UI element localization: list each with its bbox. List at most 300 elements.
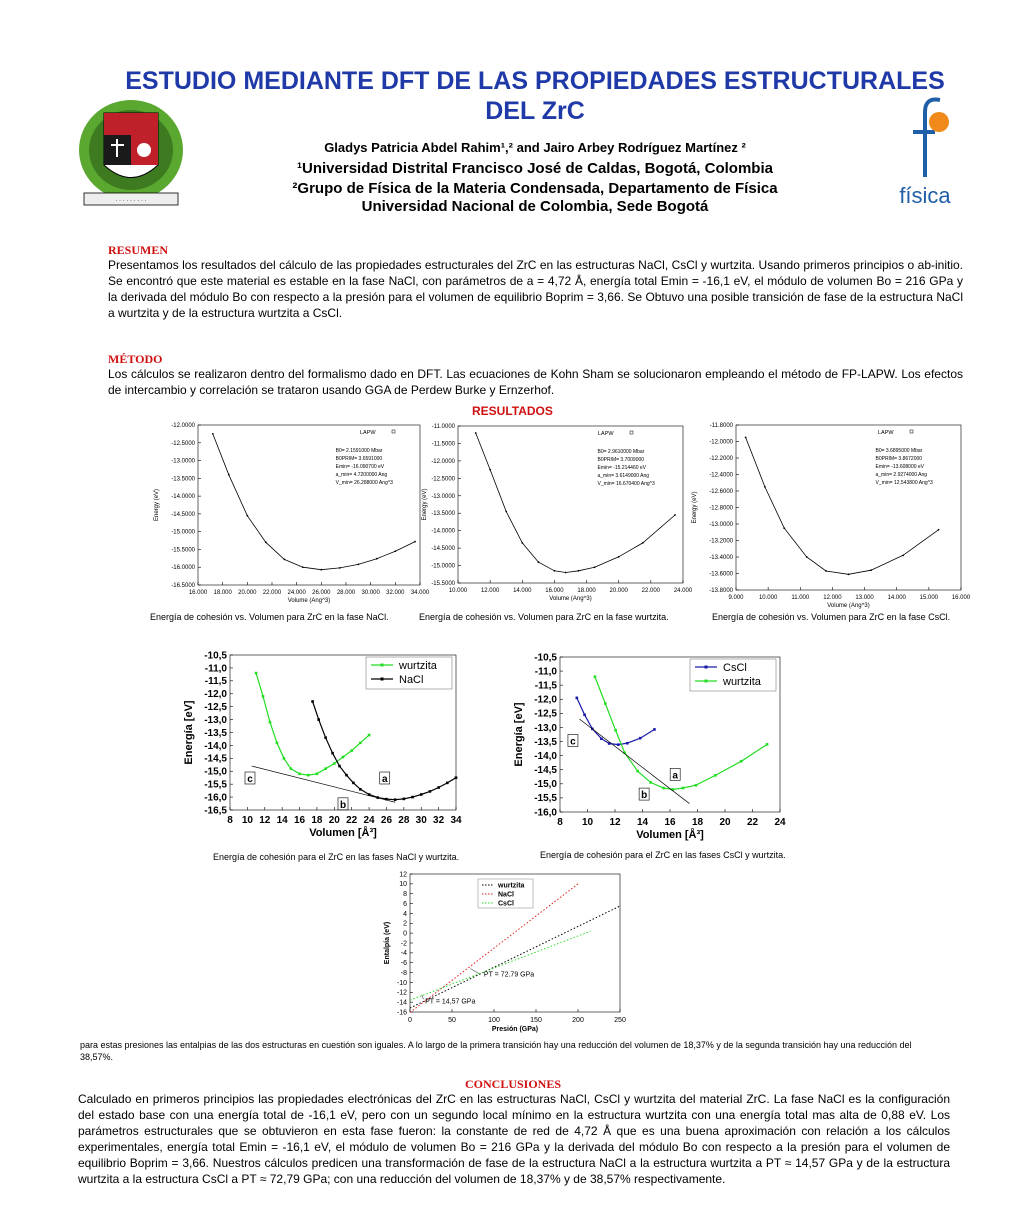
- data-point: [600, 737, 603, 740]
- data-point: [357, 563, 359, 565]
- y-tick-label: -12,0: [534, 694, 557, 706]
- y-tick-label: -13.8000: [709, 588, 733, 594]
- data-point: [626, 742, 629, 745]
- y-tick-label: -16,5: [204, 805, 227, 817]
- params-text: B0PRIM= 3.8672000: [875, 456, 923, 462]
- data-point: [437, 786, 440, 789]
- data-point: [695, 784, 698, 787]
- x-tick-label: 18.000: [213, 590, 232, 596]
- data-point: [283, 757, 286, 760]
- data-point: [255, 672, 258, 675]
- y-tick-label: -13,5: [534, 736, 557, 748]
- data-point: [455, 776, 458, 779]
- chart-entalpia: [380, 870, 630, 1035]
- x-tick-label: 250: [614, 1017, 626, 1024]
- affiliation-1: ¹Universidad Distrital Francisco José de Caldas, Bogotá, Colombia: [297, 160, 773, 177]
- plot-frame: [198, 425, 420, 585]
- legend-label: wurtzita: [723, 676, 761, 688]
- data-point: [228, 474, 230, 476]
- y-tick-label: -15.0000: [431, 563, 455, 570]
- point-label-b: b: [641, 790, 648, 802]
- data-point: [283, 559, 285, 561]
- caption-cscl-wurtzita: Energía de cohesión para el ZrC en las fases CsCl y wurtzita.: [540, 850, 786, 860]
- data-point: [576, 697, 579, 700]
- data-point: [521, 542, 523, 544]
- legend-marker: [381, 664, 384, 667]
- x-tick-label: 30: [415, 815, 427, 826]
- data-point: [411, 796, 414, 799]
- data-point: [764, 486, 766, 488]
- legend-label: NaCl: [399, 674, 424, 686]
- params-text: V_min= 26.288000 Ang^3: [335, 480, 393, 486]
- data-point: [352, 782, 355, 785]
- params-text: Emin= -13.608000 eV: [875, 464, 925, 470]
- x-axis-label: Volumen [Å³]: [636, 829, 704, 841]
- legend-label: NaCl: [498, 891, 514, 899]
- plot-frame: [410, 874, 620, 1012]
- params-text: B0= 2.9610000 Mbar: [597, 449, 645, 455]
- y-tick-label: 4: [403, 910, 407, 918]
- data-point: [414, 541, 416, 543]
- y-tick-label: -16.0000: [171, 565, 195, 572]
- plot-frame: [736, 425, 961, 590]
- data-point: [359, 788, 362, 791]
- data-point: [537, 561, 539, 563]
- x-tick-label: 0: [408, 1017, 412, 1024]
- params-text: a_min= 2.9274000 Ang: [875, 472, 928, 478]
- transition-label-1: PT = 14,57 GPa: [425, 998, 476, 1006]
- y-tick-label: -14.5000: [171, 511, 195, 518]
- chart-cscl-lapw: [688, 415, 971, 610]
- x-tick-label: 32.000: [386, 590, 405, 596]
- y-tick-label: -13.0000: [431, 493, 455, 500]
- x-tick-label: 16: [293, 815, 306, 826]
- x-tick-label: 28: [398, 815, 410, 826]
- series-line-nacl: [410, 884, 578, 1013]
- y-tick-label: -6: [400, 960, 407, 968]
- point-label-a: a: [381, 774, 388, 785]
- fisica-logo-text: física: [899, 183, 951, 208]
- legend-label: wurtzita: [498, 882, 525, 890]
- data-point: [674, 514, 676, 516]
- series-line-wurtzita: [595, 677, 767, 790]
- data-point: [902, 554, 904, 556]
- x-tick-label: 20: [328, 815, 340, 826]
- data-point: [368, 734, 371, 737]
- x-tick-label: 14: [636, 817, 649, 828]
- x-tick-label: 18.000: [577, 588, 596, 594]
- transition-note: para estas presiones las entalpias de las dos estructuras en cuestión son iguales. A lo largo de la primera transición hay una reducción del volumen de 18,37% y de la segunda transición hay una reducción del 38,57%.: [80, 1040, 912, 1062]
- params-text: Emin= -15.214460 eV: [597, 465, 647, 471]
- data-point: [212, 433, 214, 435]
- y-tick-label: -2: [400, 940, 407, 948]
- x-tick-label: 16.000: [951, 595, 971, 601]
- params-text: V_min= 16.670400 Ang^3: [597, 481, 655, 487]
- y-tick-label: -13.5000: [171, 476, 195, 483]
- caption-wurtzita: Energía de cohesión vs. Volumen para ZrC en la fase wurtzita.: [419, 612, 669, 622]
- x-tick-label: 34: [450, 815, 462, 826]
- x-tick-label: 24.000: [287, 590, 306, 596]
- y-tick-label: -11.8000: [709, 423, 733, 429]
- data-point: [345, 774, 348, 777]
- y-tick-label: -16: [396, 1009, 407, 1017]
- y-tick-label: -13.2000: [709, 538, 733, 545]
- y-tick-label: -12.0000: [171, 423, 195, 429]
- x-tick-label: 150: [530, 1017, 542, 1024]
- y-tick-label: -14,5: [204, 753, 227, 765]
- x-tick-label: 14.000: [887, 595, 906, 601]
- data-point: [324, 736, 327, 739]
- data-point: [394, 550, 396, 552]
- legend-marker: [705, 680, 708, 683]
- x-tick-label: 16: [664, 817, 676, 828]
- x-tick-label: 26: [380, 815, 393, 826]
- y-tick-label: -12.5000: [431, 476, 455, 483]
- x-tick-label: 15.000: [919, 595, 939, 601]
- x-tick-label: 12.000: [823, 595, 842, 601]
- y-tick-label: -14.0000: [431, 528, 455, 535]
- x-tick-label: 100: [488, 1017, 500, 1024]
- data-point: [745, 436, 747, 438]
- data-point: [583, 713, 586, 716]
- y-tick-label: -16,0: [534, 807, 557, 819]
- data-point: [376, 558, 378, 560]
- x-tick-label: 10: [581, 817, 594, 828]
- x-tick-label: 11.000: [791, 595, 810, 601]
- resumen-heading: RESUMEN: [108, 243, 169, 257]
- y-tick-label: -15,5: [204, 779, 227, 791]
- data-point: [740, 760, 743, 763]
- data-point: [489, 469, 491, 471]
- y-tick-label: -12.2000: [709, 456, 733, 462]
- x-tick-label: 9.000: [728, 595, 744, 601]
- caption-nacl: Energía de cohesión vs. Volumen para ZrC en la fase NaCl.: [150, 612, 389, 622]
- data-point: [338, 765, 341, 768]
- y-tick-label: -14.0000: [171, 494, 195, 501]
- y-tick-label: -15.0000: [171, 529, 195, 536]
- data-point: [269, 721, 272, 724]
- y-tick-label: -13,5: [204, 727, 227, 739]
- svg-text:· · · · · · · · ·: · · · · · · · · ·: [115, 198, 147, 204]
- data-point: [276, 742, 279, 745]
- legend-marker: [381, 678, 384, 681]
- data-point: [265, 541, 267, 543]
- y-tick-label: -14,5: [534, 765, 557, 777]
- y-tick-label: -8: [400, 969, 407, 977]
- data-point: [505, 511, 507, 513]
- x-tick-label: 20.000: [609, 588, 628, 594]
- legend-label: LAPW: [878, 430, 894, 436]
- data-point: [298, 773, 301, 776]
- data-point: [302, 566, 304, 568]
- data-point: [766, 743, 769, 746]
- y-axis-label: Energy (eV): [154, 488, 160, 522]
- legend-label: CsCl: [723, 662, 747, 674]
- y-tick-label: -14: [396, 999, 407, 1007]
- y-tick-label: -12.5000: [171, 440, 195, 447]
- lapw-series-line: [213, 434, 415, 570]
- y-tick-label: -15.5000: [171, 547, 195, 554]
- y-tick-label: -11.0000: [431, 424, 455, 430]
- resultados-heading: RESULTADOS: [472, 404, 553, 418]
- y-tick-label: -12.0000: [709, 439, 733, 446]
- y-tick-label: -10,5: [204, 650, 227, 662]
- data-point: [246, 515, 248, 517]
- data-point: [317, 718, 320, 721]
- conclusiones-text: Calculado en primeros principios las propiedades electrónicas del ZrC en las estructuras NaCl, CsCl y wurtzita del material ZrC. La fase NaCl es la configuración del estado base con una energía total de -16,1 eV, pero con un segundo local mínimo en la estructura wurtzita con una energía total mas alta de 0,88 eV. Los parámetros estructurales que se obtuvieron en esta fase fueron: la constante de red de 4,72 Å que es una buena aproximación con relación a los cálculos experimentales, energía total Emin = -16,1 eV, el módulo de volumen Bo = 216 GPa y la derivada del módulo Bo con respecto a la presión para el volumen de equilibrio Boprim = 3,66. Nuestros cálculos predicen una transformación de fase de la estructura NaCl a la estructura wurtzita a PT ≈ 14,57 GPa y de la estructura wurtzita a la estructura CsCl a PT ≈ 72,79 GPa; con una reducción del volumen de 18,37% y de 38,57% respectivamente.: [78, 1092, 950, 1186]
- data-point: [311, 700, 314, 703]
- y-axis-label: Entalpía (eV): [384, 921, 391, 965]
- series-line-cscl: [410, 931, 591, 1000]
- x-tick-label: 12.000: [480, 588, 500, 594]
- chart-cscl-vs-wurtzita: [510, 645, 800, 845]
- point-label-c: c: [247, 774, 253, 785]
- x-tick-label: 22: [746, 817, 759, 828]
- data-point: [604, 702, 607, 705]
- data-point: [938, 529, 940, 531]
- y-tick-label: -15,0: [204, 766, 227, 778]
- params-text: B0= 3.6895000 Mbar: [875, 448, 923, 454]
- y-tick-label: -13.0000: [709, 522, 733, 528]
- y-axis-label: Energy (eV): [692, 491, 698, 524]
- y-tick-label: -12: [396, 989, 407, 997]
- x-tick-label: 10.000: [758, 595, 778, 601]
- y-tick-label: -12,0: [204, 689, 227, 701]
- y-tick-label: -15,5: [534, 793, 557, 805]
- y-tick-label: -14,0: [204, 740, 227, 752]
- params-text: B0PRIM= 3.7009000: [597, 457, 645, 463]
- x-tick-label: 12: [609, 817, 621, 828]
- data-point: [594, 566, 596, 568]
- legend-marker: [392, 430, 395, 433]
- params-text: B0PRIM= 3.6591000: [335, 456, 383, 462]
- y-tick-label: -13.5000: [431, 511, 455, 518]
- y-tick-label: 10: [399, 881, 407, 889]
- data-point: [653, 728, 656, 731]
- data-point: [554, 570, 556, 572]
- lapw-series-line: [476, 433, 675, 573]
- data-point: [307, 774, 310, 777]
- annotation-pointer: [470, 969, 478, 974]
- y-tick-label: -12.8000: [709, 505, 733, 512]
- data-point: [324, 767, 327, 770]
- caption-cscl: Energía de cohesión vs. Volumen para ZrC en la fase CsCl.: [712, 612, 951, 622]
- x-tick-label: 18: [691, 817, 704, 828]
- y-axis-label: Energy (eV): [422, 488, 428, 521]
- series-line-cscl: [577, 698, 655, 745]
- x-axis-label: Volume (Ang^3): [549, 596, 592, 602]
- legend-label: LAPW: [360, 430, 376, 436]
- data-point: [475, 432, 477, 434]
- chart-wurtzita-lapw: [418, 418, 693, 608]
- metodo-heading: MÉTODO: [108, 352, 163, 366]
- data-point: [262, 695, 265, 698]
- data-point: [333, 762, 336, 765]
- y-tick-label: -10: [396, 979, 407, 987]
- y-tick-label: -13.6000: [709, 571, 733, 578]
- y-tick-label: -14,0: [534, 750, 557, 762]
- data-point: [642, 542, 644, 544]
- authors: Gladys Patricia Abdel Rahim¹,² and Jairo Arbey Rodríguez Martínez ²: [324, 140, 746, 155]
- y-axis-label: Energía [eV]: [513, 702, 525, 767]
- y-tick-label: -11,0: [534, 666, 557, 678]
- x-tick-label: 24: [774, 817, 786, 828]
- x-tick-label: 22.000: [641, 588, 661, 594]
- common-tangent-line: [252, 766, 395, 802]
- data-point: [806, 556, 808, 558]
- data-point: [420, 793, 423, 796]
- x-tick-label: 32: [433, 815, 445, 826]
- y-tick-label: -11,5: [204, 676, 227, 688]
- y-tick-label: -12,5: [204, 702, 227, 713]
- params-text: B0= 2.1591000 Mbar: [335, 448, 383, 454]
- conclusiones-heading: CONCLUSIONES: [465, 1077, 562, 1091]
- x-tick-label: 24.000: [673, 588, 693, 594]
- y-tick-label: -14.5000: [431, 546, 455, 553]
- x-axis-label: Presión (GPa): [491, 1026, 539, 1033]
- data-point: [316, 773, 319, 776]
- common-tangent-line: [579, 719, 689, 804]
- data-point: [618, 556, 620, 558]
- x-tick-label: 34.000: [410, 590, 430, 596]
- legend-marker: [910, 430, 913, 433]
- y-tick-label: -13.0000: [171, 458, 195, 465]
- y-axis-label: Energía [eV]: [183, 700, 195, 765]
- legend-marker: [630, 431, 633, 434]
- x-tick-label: 26.000: [312, 590, 331, 596]
- x-tick-label: 8: [557, 817, 563, 828]
- y-tick-label: -4: [400, 950, 407, 958]
- x-tick-label: 16.000: [545, 588, 564, 594]
- data-point: [825, 570, 827, 572]
- data-point: [662, 787, 665, 790]
- x-tick-label: 14: [276, 815, 288, 826]
- x-tick-label: 30.000: [361, 590, 380, 596]
- y-tick-label: 0: [403, 930, 407, 938]
- y-tick-label: -12.0000: [431, 458, 455, 465]
- transition-label-2: PT = 72.79 GPa: [483, 971, 535, 979]
- data-point: [339, 567, 341, 569]
- x-tick-label: 22: [346, 815, 358, 826]
- x-tick-label: 8: [227, 815, 233, 826]
- x-axis-label: Volume (Ang^3): [827, 603, 870, 609]
- y-tick-label: -12.4000: [709, 472, 733, 479]
- data-point: [614, 729, 617, 732]
- data-point: [446, 782, 449, 785]
- y-tick-label: -13.4000: [709, 555, 733, 561]
- y-tick-label: 8: [403, 891, 407, 899]
- data-point: [320, 569, 322, 571]
- data-point: [429, 790, 432, 793]
- data-point: [783, 527, 785, 529]
- legend-label: CsCl: [498, 900, 514, 908]
- data-point: [350, 749, 353, 752]
- resumen-text: Presentamos los resultados del cálculo de las propiedades estructurales del ZrC en las estructuras NaCl, CsCl y wurtzita. Usando primeros principios o ab-initio. Se encontró que este material es estable en la fase NaCl, con parámetros de a = 4,72 Å, energía total Emin = -16,1 eV, el módulo de volumen Bo = 216 GPa y la derivada del módulo Bo con respecto a la presión para el volumen de equilibrio Boprim = 3,66. Se Obtuvo una posible transición de fase de la estructura NaCl a wurtzita y de la estructura wurtzita a CsCl.: [108, 258, 963, 320]
- x-tick-label: 50: [448, 1017, 456, 1024]
- affiliation-3: Universidad Nacional de Colombia, Sede Bogotá: [361, 198, 709, 215]
- point-label-a: a: [672, 770, 678, 782]
- data-point: [714, 774, 717, 777]
- data-point: [342, 756, 345, 759]
- data-point: [649, 781, 652, 784]
- x-tick-label: 28.000: [336, 590, 356, 596]
- metodo-text: Los cálculos se realizaron dentro del formalismo dado en DFT. Las ecuaciones de Kohn Sham se solucionaron empleando el método de FP-LAPW. Los efectos de intercambio y correlación se trataron usando GGA de Perdew Burke y Ernzerhof.: [108, 367, 963, 397]
- params-text: Emin= -16.090700 eV: [335, 464, 385, 470]
- data-point: [617, 743, 620, 746]
- y-tick-label: -16,0: [204, 792, 227, 804]
- data-point: [639, 737, 642, 740]
- legend-label: wurtzita: [399, 660, 437, 672]
- x-tick-label: 20.000: [238, 590, 257, 596]
- legend-label: LAPW: [598, 431, 614, 437]
- data-point: [848, 573, 850, 575]
- y-tick-label: 2: [403, 920, 407, 928]
- chart-nacl-lapw: [150, 415, 430, 615]
- series-line-wurtzita: [256, 673, 369, 775]
- y-tick-label: -10,5: [534, 652, 557, 664]
- y-tick-label: -11,0: [204, 663, 227, 675]
- data-point: [578, 570, 580, 572]
- params-text: V_min= 12.543800 Ang^3: [875, 480, 933, 486]
- x-tick-label: 22.000: [262, 590, 282, 596]
- data-point: [565, 572, 567, 574]
- y-tick-label: -15,0: [534, 779, 557, 791]
- y-tick-label: -12,5: [534, 708, 557, 720]
- y-tick-label: 12: [399, 871, 407, 879]
- x-tick-label: 200: [572, 1017, 584, 1024]
- params-text: a_min= 4.7200000 Ang: [335, 472, 388, 478]
- data-point: [290, 767, 293, 770]
- x-axis-label: Volume (Ang^3): [287, 598, 331, 604]
- legend-marker: [705, 666, 708, 669]
- series-line-wurtzita: [410, 906, 620, 1008]
- affiliation-2: ²Grupo de Física de la Materia Condensada, Departamento de Física: [292, 180, 778, 197]
- x-tick-label: 18: [311, 815, 323, 826]
- data-point: [636, 770, 639, 773]
- data-point: [870, 569, 872, 571]
- point-label-c: c: [570, 736, 576, 748]
- y-tick-label: -11.5000: [431, 441, 455, 448]
- plot-frame: [458, 426, 683, 583]
- y-tick-label: -12.6000: [709, 489, 733, 495]
- y-tick-label: -11,5: [534, 680, 557, 692]
- poster-title: ESTUDIO MEDIANTE DFT DE LAS PROPIEDADES ESTRUCTURALES DEL ZrC: [125, 67, 945, 125]
- data-point: [359, 742, 362, 745]
- data-point: [403, 798, 406, 801]
- data-point: [682, 787, 685, 790]
- data-point: [594, 675, 597, 678]
- point-label-b: b: [339, 799, 347, 811]
- params-text: a_min= 3.6149000 Ang: [597, 473, 650, 479]
- x-tick-label: 24: [363, 815, 375, 826]
- data-point: [331, 752, 334, 755]
- y-tick-label: -16.5000: [171, 583, 195, 589]
- data-point: [394, 798, 397, 801]
- x-tick-label: 10: [241, 815, 253, 826]
- chart-nacl-vs-wurtzita: [180, 645, 470, 845]
- x-axis-label: Volumen [Å³]: [309, 827, 377, 839]
- caption-nacl-wurtzita: Energía de cohesión para el ZrC en las fases NaCl y wurtzita.: [213, 852, 460, 862]
- x-tick-label: 10.000: [448, 588, 468, 594]
- x-tick-label: 20: [719, 817, 731, 828]
- x-tick-label: 14.000: [513, 588, 532, 594]
- y-tick-label: 6: [403, 900, 407, 908]
- y-tick-label: -13,0: [534, 722, 557, 734]
- y-tick-label: -13,0: [204, 714, 227, 726]
- x-tick-label: 16.000: [188, 590, 208, 596]
- x-tick-label: 12: [259, 815, 271, 826]
- x-tick-label: 13.000: [855, 595, 874, 601]
